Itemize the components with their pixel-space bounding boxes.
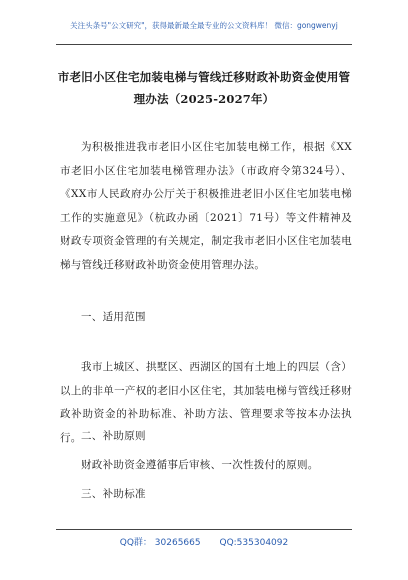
intro-paragraph: 为积极推进我市老旧小区住宅加装电梯工作，根据《XX市老旧小区住宅加装电梯管理办法》（市政府令第324号）、《XX市人民政府办公厅关于积极推进老旧小区住宅加装电梯工作的实施意见》（杭政办函〔2021〕71号）等文件精神及财政专项资金管理的有关规定，制定我市老旧小区住宅加装电梯与管线迁移财政补助资金使用管理办法。	[60, 141, 352, 271]
header-divider	[56, 44, 352, 45]
section-heading-standard: 三、补助标准	[81, 488, 146, 500]
scope-paragraph: 我市上城区、拱墅区、西湖区的国有土地上的四层（含）以上的非单一产权的老旧小区住宅，其加装电梯与管线迁移财政补助资金的补助标准、补助方法、管理要求等按本办法执行。	[60, 361, 352, 444]
header-banner: 关注头条号"公文研究"，获得最新最全最专业的公文资料库！ 微信：gongwenyj	[70, 21, 338, 30]
document-title-line-2: 理办法（2025-2027年）	[133, 92, 275, 106]
document-title-line-1: 市老旧小区住宅加装电梯与管线迁移财政补助资金使用管	[57, 70, 351, 84]
footer-divider	[56, 529, 352, 530]
footer-qq: QQ:535304092	[219, 538, 289, 548]
footer-qq-group: QQ群： 30265665	[119, 538, 201, 548]
section-heading-scope: 一、适用范围	[81, 311, 146, 323]
section-heading-principle: 二、补助原则	[81, 430, 146, 442]
document-title	[56, 66, 352, 110]
footer-contact	[0, 535, 408, 548]
principle-paragraph: 财政补助资金遵循事后审核、一次性拨付的原则。	[81, 459, 319, 471]
